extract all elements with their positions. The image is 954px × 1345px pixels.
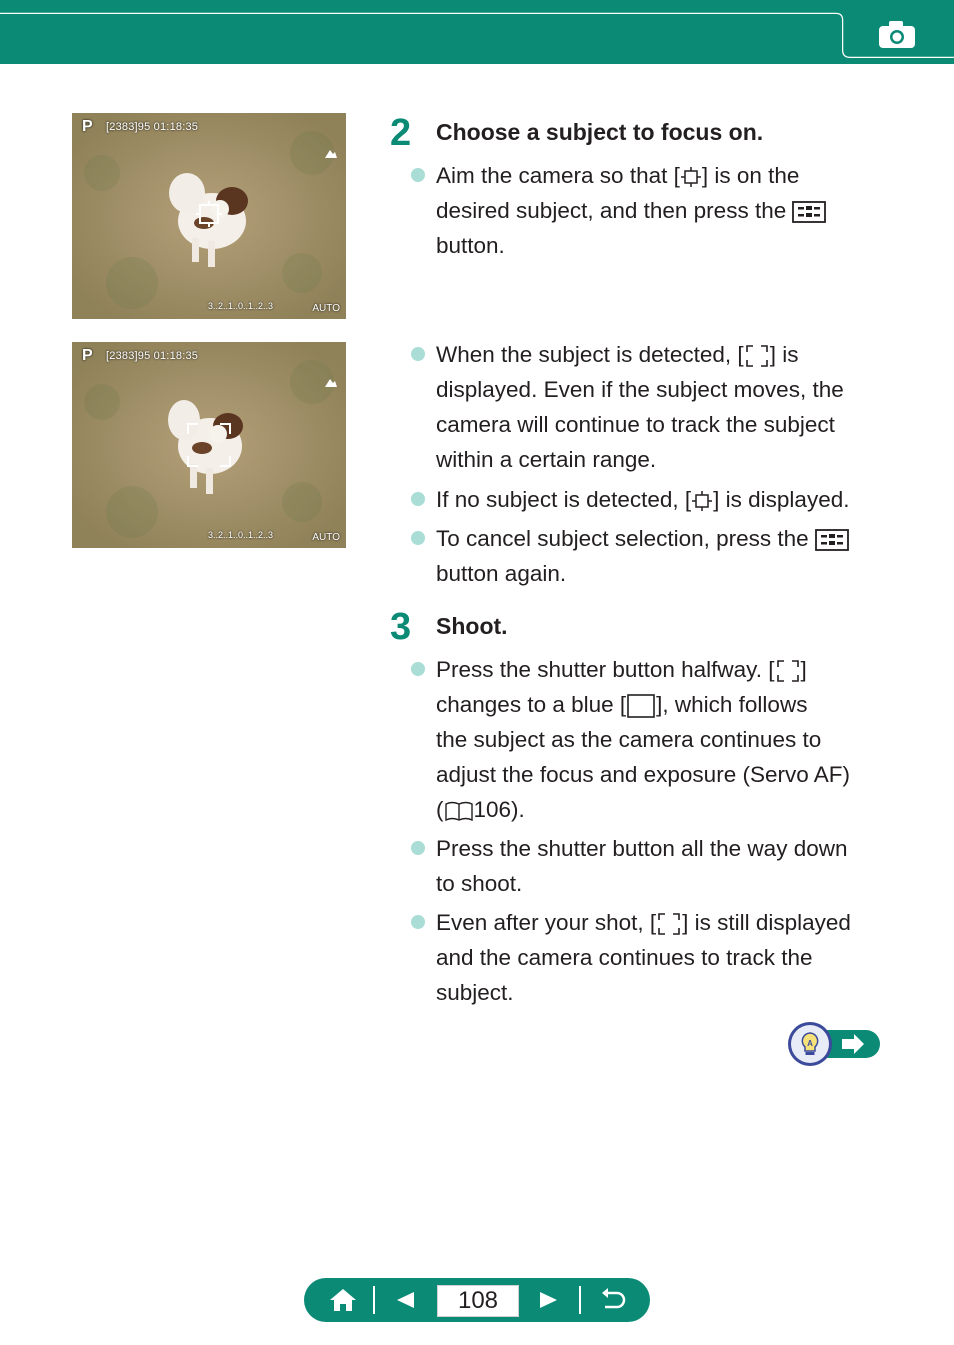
bullet (411, 492, 425, 506)
tracking-frame (186, 422, 232, 468)
bottom-navigation (304, 1278, 650, 1322)
tracking-frame-icon (744, 343, 770, 369)
step3-bullet-2: Press the shutter button all the way down to shoot. (436, 836, 848, 896)
af-point-icon (680, 166, 702, 188)
step-title: Shoot. (436, 613, 508, 639)
shooting-mode: P (82, 347, 93, 364)
return-icon (599, 1288, 627, 1312)
tracking-frame-icon (656, 911, 682, 937)
header-bar (0, 0, 954, 64)
shooting-mode: P (82, 118, 93, 135)
step-number: 3 (390, 606, 412, 648)
shot-info: [2383]95 01:18:35 (106, 121, 199, 133)
bullet (411, 841, 425, 855)
af-point-frame (196, 201, 222, 227)
return-button[interactable] (588, 1278, 638, 1322)
previous-page-icon (394, 1290, 416, 1310)
next-page-icon (538, 1290, 560, 1310)
bullet (411, 662, 425, 676)
step2-bullet-2: When the subject is detected, [ ] is displayed. Even if the subject moves, the camera will continue to track the subject within a certain range. (436, 342, 844, 472)
bullet (411, 347, 425, 361)
exposure-scale: 3..2..1..0..1..2..3 (208, 301, 274, 311)
blue-frame-icon (626, 693, 656, 719)
previous-page-button[interactable] (382, 1278, 428, 1322)
lightbulb-hint-icon (802, 1033, 817, 1055)
step3-bullet-3: Even after your shot, [ ] is still displayed and the camera continues to track the subject. (436, 910, 851, 1005)
step-title: Choose a subject to focus on. (436, 119, 764, 145)
iso-value: AUTO (312, 303, 340, 314)
screen-photo-1 (72, 113, 346, 319)
home-button[interactable] (318, 1278, 368, 1322)
step-number: 2 (390, 112, 412, 154)
step2-bullet-1: Aim the camera so that [ ] is on the desired subject, and then press the button. (436, 158, 886, 263)
info-button-icon (815, 528, 849, 552)
bullet (411, 531, 425, 545)
next-page-button[interactable] (526, 1278, 572, 1322)
screen-photo-2 (72, 342, 346, 548)
af-point-icon (691, 490, 713, 512)
iso-value: AUTO (312, 532, 340, 543)
step2-bullet-3: If no subject is detected, [ ] is displayed. (436, 487, 850, 512)
shot-info: [2383]95 01:18:35 (106, 350, 199, 362)
bullet (411, 915, 425, 929)
hint-link-button[interactable] (786, 1020, 882, 1068)
step2-bullet-4: To cancel subject selection, press the button again. (436, 521, 886, 591)
scene-icon (324, 147, 338, 159)
scene-icon (324, 376, 338, 388)
home-icon (329, 1287, 357, 1313)
step3-bullet-1: Press the shutter button halfway. [ ] changes to a blue [ ], which follows the subject as the camera continues to adjust the focus and exposure (Servo AF) ( 106). (436, 657, 850, 822)
book-reference-icon (444, 799, 474, 823)
tracking-frame-icon (775, 658, 801, 684)
bullet (411, 168, 425, 182)
page-number: 108 (437, 1285, 519, 1317)
info-button-icon (792, 200, 826, 224)
svg-text:A: A (807, 1039, 813, 1048)
exposure-scale: 3..2..1..0..1..2..3 (208, 530, 274, 540)
